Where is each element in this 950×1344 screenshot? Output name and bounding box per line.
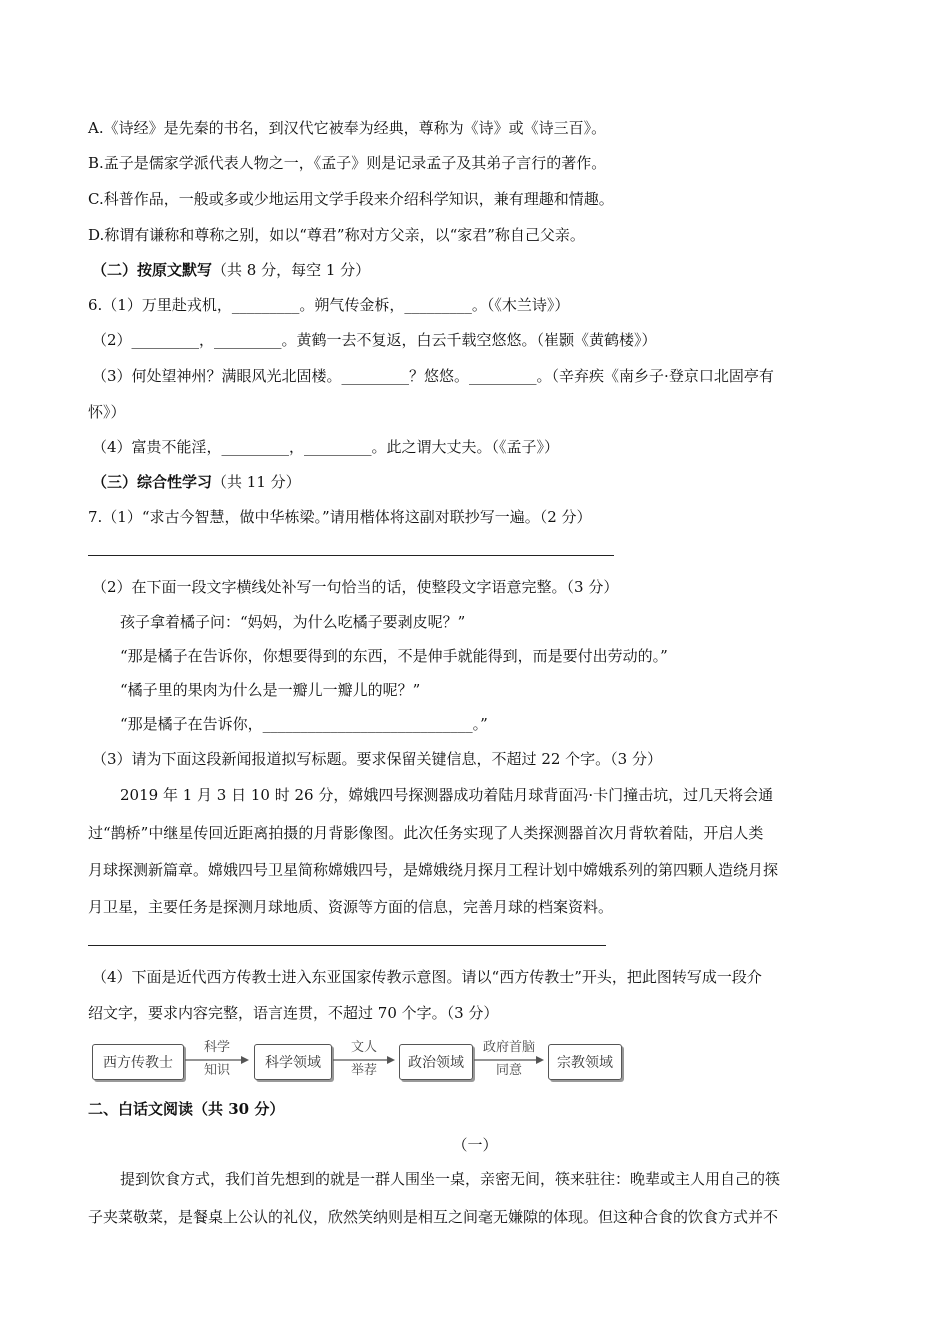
dialog-line: 孩子拿着橘子问：“妈妈，为什么吃橘子要剥皮呢？” [120,613,466,631]
arrow-label-top: 文人 [350,1040,377,1055]
flow-arrow [333,1040,395,1082]
dialog-line: “那是橘子在告诉你，____________________________。” [120,715,488,733]
option-b: B.孟子是儒家学派代表人物之一，《孟子》则是记录孟子及其弟子言行的著作。 [88,154,607,172]
flow-box: 宗教领域 [548,1044,622,1080]
answer-line [88,945,606,946]
news-line: 过“鹊桥”中继星传回近距离拍摄的月背影像图。此次任务实现了人类探测器首次月背软着陆，开启人类 [88,824,764,842]
flow-box: 政治领域 [399,1044,473,1080]
paragraph-line: 提到饮食方式，我们首先想到的就是一群人围坐一桌，亲密无间，筷来驻往：晚辈或主人用自己的筷 [120,1170,781,1188]
section-title: （三）综合性学习 [92,473,213,491]
arrow-label-bottom: 举荐 [350,1063,377,1078]
option-c: C.科普作品，一般或多或少地运用文学手段来介绍科学知识，兼有理趣和情趣。 [88,190,614,208]
flow-box: 西方传教士 [92,1044,184,1080]
question-text: （2）_________，_________。黄鹤一去不复返，白云千载空悠悠。（崔颢《黄鹤楼》） [92,331,657,349]
option-d: D.称谓有谦称和尊称之别，如以“尊君”称对方父亲，以“家君”称自己父亲。 [88,226,585,244]
flow-arrow [185,1040,249,1082]
question-text: 6.（1）万里赴戎机，_________。朔气传金柝，_________。（《木兰诗》） [88,296,570,314]
arrow-label-top: 政府首脑 [482,1040,535,1055]
news-line: 月球探测新篇章。嫦娥四号卫星简称嫦娥四号，是嫦娥绕月探月工程计划中嫦娥系列的第四颗人造绕月探 [88,861,779,879]
dialog-line: “橘子里的果肉为什么是一瓣儿一瓣儿的呢？” [120,681,421,699]
flow-box: 科学领域 [254,1044,332,1080]
question-text: 怀》） [88,403,126,421]
news-line: 2019 年 1 月 3 日 10 时 26 分，嫦娥四号探测器成功着陆月球背面冯·卡门撞击坑，过几天将会通 [120,786,774,804]
question-text: 7.（1）“求古今智慧，做中华栋梁。”请用楷体将这副对联抄写一遍。（2 分） [88,508,592,526]
section-note: （共 8 分，每空 1 分） [212,261,371,279]
answer-line [88,555,614,556]
section-heading [92,472,301,492]
dialog-line: “那是橘子在告诉你，你想要得到的东西，不是伸手就能得到，而是要付出劳动的。” [120,647,668,665]
flow-arrow [474,1040,544,1082]
section-title: （二）按原文默写 [92,261,213,279]
arrow-label-top: 科学 [203,1040,230,1055]
subsection-title: （一） [452,1136,498,1154]
paragraph-line: 子夹菜敬菜，是餐桌上公认的礼仪，欣然笑纳则是相互之间毫无嫌隙的体现。但这种合食的饮食方式并不 [88,1208,779,1226]
question-text: （2）在下面一段文字横线处补写一句恰当的话，使整段文字语意完整。（3 分） [92,578,619,596]
section-note: （共 11 分） [212,473,301,491]
arrow-label-bottom: 同意 [495,1063,522,1078]
option-a: A.《诗经》是先秦的书名，到汉代它被奉为经典，尊称为《诗》或《诗三百》。 [88,119,607,137]
question-text: 绍文字，要求内容完整，语言连贯，不超过 70 个字。（3 分） [88,1004,499,1022]
question-text: （4）富贵不能淫，_________，_________。此之谓大丈夫。（《孟子》） [92,438,560,456]
news-line: 月卫星，主要任务是探测月球地质、资源等方面的信息，完善月球的档案资料。 [88,898,614,916]
question-text: （3）何处望神州？满眼风光北固楼。_________？悠悠。_________。（辛弃疾《南乡子·登京口北固亭有 [92,367,774,385]
section-heading [92,260,370,280]
question-text: （3）请为下面这段新闻报道拟写标题。要求保留关键信息，不超过 22 个字。（3 分） [92,750,662,768]
question-text: （4）下面是近代西方传教士进入东亚国家传教示意图。请以“西方传教士”开头，把此图转写成一段介 [92,968,762,986]
arrow-label-bottom: 知识 [203,1063,230,1078]
flow-diagram [90,1040,630,1082]
part-heading: 二、白话文阅读（共 30 分） [88,1100,285,1118]
